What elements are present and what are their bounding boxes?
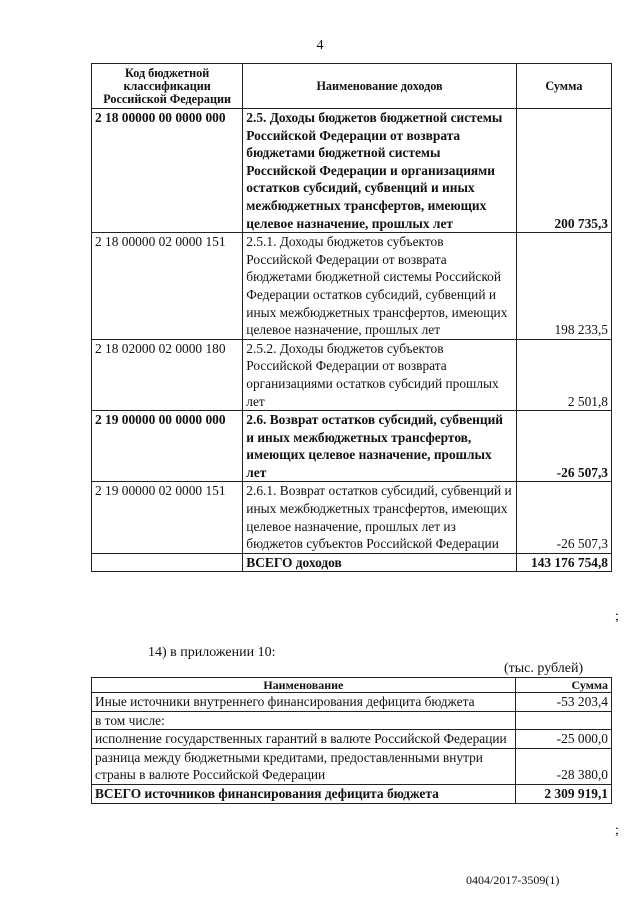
income-table (91, 63, 612, 572)
row-code: 2 18 00000 00 0000 000 (92, 109, 243, 233)
units-label: (тыс. рублей) (504, 661, 584, 676)
table1-semicolon: ; (615, 609, 619, 624)
financing-table (91, 677, 612, 804)
table2-semicolon: ; (615, 823, 619, 838)
header-sum: Сумма (516, 64, 611, 109)
table-total-row (92, 553, 612, 572)
table-row (92, 339, 612, 410)
row-name: Иные источники внутреннего финансирования дефицита бюджета (92, 693, 516, 712)
row-name: 2.5.2. Доходы бюджетов субъектов Российской Федерации от возврата организациями остатков субсидий прошлых лет (243, 339, 517, 410)
row-sum: -53 203,4 (515, 693, 611, 712)
row-name: 2.6. Возврат остатков субсидий, субвенций и иных межбюджетных трансфертов, имеющих целевое назначение, прошлых лет (243, 411, 517, 482)
row-code: 2 19 00000 00 0000 000 (92, 411, 243, 482)
table-header-row (92, 678, 612, 693)
row-code: 2 19 00000 02 0000 151 (92, 482, 243, 553)
row-name: 2.5.1. Доходы бюджетов субъектов Российской Федерации от возврата бюджетами бюджетной системы Российской Федерации остатков субсидий, субвенций и иных межбюджетных трансфертов, имеющих целевое назначение, прошлых лет (243, 233, 517, 340)
row-sum: -25 000,0 (515, 730, 611, 749)
header-sum: Сумма (515, 678, 611, 693)
table-row (92, 711, 612, 730)
paragraph-text: 14) в приложении 10: (148, 645, 276, 660)
table-total-row (92, 784, 612, 803)
row-name: разница между бюджетными кредитами, предоставленными внутри страны в валюте Российской Федерации (92, 748, 516, 784)
table-row (92, 730, 612, 749)
row-code: 2 18 02000 02 0000 180 (92, 339, 243, 410)
row-name: 2.6.1. Возврат остатков субсидий, субвенций и иных межбюджетных трансфертов, имеющих целевое назначение, прошлых лет из бюджетов субъектов Российской Федерации (243, 482, 517, 553)
table-row (92, 233, 612, 340)
header-name: Наименование (92, 678, 516, 693)
table-row (92, 693, 612, 712)
row-name: в том числе: (92, 711, 516, 730)
row-sum: 2 309 919,1 (515, 784, 611, 803)
table-row (92, 748, 612, 784)
row-sum: -28 380,0 (515, 748, 611, 784)
row-sum: -26 507,3 (516, 482, 611, 553)
row-code (92, 553, 243, 572)
row-name: ВСЕГО источников финансирования дефицита бюджета (92, 784, 516, 803)
row-sum: 143 176 754,8 (516, 553, 611, 572)
page-number: 4 (316, 38, 324, 53)
row-sum: 2 501,8 (516, 339, 611, 410)
document-number: 0404/2017-3509(1) (466, 873, 560, 887)
row-code: 2 18 00000 02 0000 151 (92, 233, 243, 340)
row-sum: 198 233,5 (516, 233, 611, 340)
row-sum (515, 711, 611, 730)
table-row (92, 411, 612, 482)
header-code: Код бюджетной классификации Российской Федерации (92, 64, 243, 109)
row-name: 2.5. Доходы бюджетов бюджетной системы Российской Федерации от возврата бюджетами бюджетной системы Российской Федерации и организациями остатков субсидий, субвенций и иных межбюджетных трансфертов, имеющих целевое назначение, прошлых лет (243, 109, 517, 233)
table-row (92, 482, 612, 553)
row-sum: 200 735,3 (516, 109, 611, 233)
table-header-row (92, 64, 612, 109)
row-name: ВСЕГО доходов (243, 553, 517, 572)
table-row (92, 109, 612, 233)
header-name: Наименование доходов (243, 64, 517, 109)
row-name: исполнение государственных гарантий в валюте Российской Федерации (92, 730, 516, 749)
row-sum: -26 507,3 (516, 411, 611, 482)
